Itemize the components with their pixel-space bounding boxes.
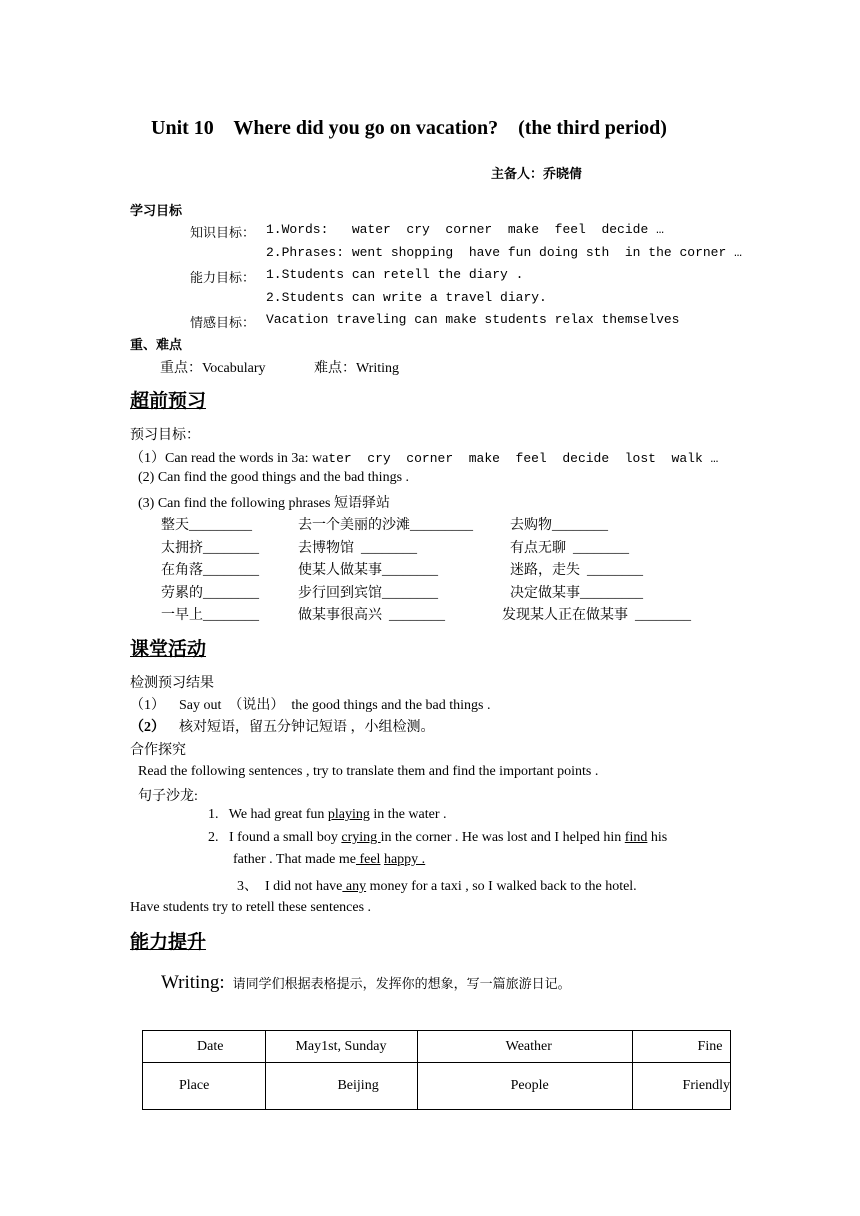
key-label: 重点： — [160, 361, 202, 376]
phrase-blank: 做某事很高兴 ________ — [298, 608, 445, 623]
sentence-2 — [208, 830, 667, 846]
phrase-blank: 步行回到宾馆________ — [298, 586, 438, 601]
instruction: Read the following sentences , try to translate them and find the important points . — [138, 764, 599, 779]
sentence-2-underline-1: crying — [341, 830, 381, 845]
phrase-blank: 决定做某事_________ — [510, 586, 643, 601]
phrase-blank: 迷路，走失 ________ — [510, 563, 643, 578]
preview-item-1 — [130, 447, 718, 467]
table-cell: Fine — [632, 1031, 730, 1063]
ability-item-2: 2.Students can write a travel diary. — [266, 290, 547, 305]
check-item-2-num: （2） — [130, 720, 165, 735]
ability-label: 能力目标： — [190, 271, 256, 286]
table-cell: May1st, Sunday — [266, 1031, 417, 1063]
sentence-3-text-a: I did not have — [265, 879, 343, 894]
knowledge-item-2: 2.Phrases: went shopping have fun doing sth in the corner … — [266, 245, 742, 260]
sentence-2-underline-4: happy . — [383, 852, 426, 867]
check-item-2-text: 核对短语，留五分钟记短语 ，小组检测。 — [179, 720, 435, 735]
sentence-2-text-c: his — [647, 830, 668, 845]
preview-item-2: (2) Can find the good things and the bad things . — [138, 470, 410, 485]
knowledge-label: 知识目标： — [190, 226, 256, 241]
phrase-blank: 使某人做某事________ — [298, 563, 438, 578]
check-label: 检测预习结果 — [130, 676, 214, 691]
phrase-blank: 去购物________ — [510, 518, 608, 533]
table-cell: People — [417, 1063, 632, 1110]
check-item-1 — [130, 694, 490, 714]
ability-item-1: 1.Students can retell the diary . — [266, 267, 524, 282]
diary-info-table — [142, 1030, 731, 1110]
sentence-2-text-a: I found a small boy — [229, 830, 342, 845]
objectives-heading: 学习目标 — [130, 204, 183, 219]
table-cell: Beijing — [266, 1063, 417, 1110]
check-item-1-text: Say out （说出） the good things and the bad things . — [179, 698, 491, 713]
key-value: Vocabulary — [202, 361, 266, 376]
salon-label: 句子沙龙: — [138, 789, 198, 804]
preview-goal-label: 预习目标： — [130, 428, 200, 443]
sentence-3-text-b: money for a taxi , so I walked back to the hotel. — [366, 879, 637, 894]
sentence-1 — [208, 807, 447, 823]
sentence-2-line-2-a: father . That made me — [233, 852, 356, 867]
phrase-blank: 去博物馆 ________ — [298, 541, 417, 556]
writing-label: Writing: — [161, 972, 225, 993]
phrase-blank: 劳累的________ — [161, 586, 259, 601]
knowledge-item-1: 1.Words: water cry corner make feel decide … — [266, 222, 664, 237]
table-cell: Date — [143, 1031, 266, 1063]
sentence-1-underline: playing — [327, 807, 370, 822]
table-cell: Place — [143, 1063, 266, 1110]
sentence-2-underline-2: find — [624, 830, 648, 845]
ability-heading: 能力提升 — [130, 931, 207, 953]
phrase-blank: 整天_________ — [161, 518, 252, 533]
table-cell: Friendly — [632, 1063, 730, 1110]
classroom-heading: 课堂活动 — [130, 638, 207, 660]
retell-note: Have students try to retell these sentences . — [130, 900, 372, 915]
check-item-2 — [130, 716, 435, 736]
page-title: Unit 10 Where did you go on vacation? (the third period) — [151, 117, 667, 139]
phrase-blank: 去一个美丽的沙滩_________ — [298, 518, 473, 533]
phrase-blank: 一早上________ — [161, 608, 259, 623]
table-row — [143, 1031, 731, 1063]
sentence-2-underline-3: feel — [355, 852, 381, 867]
key-points-heading: 重、难点 — [130, 338, 183, 353]
key-point — [160, 357, 266, 377]
sentence-1-text-b: in the water . — [369, 807, 447, 822]
sentence-3-underline: any — [342, 879, 367, 894]
difficult-point — [314, 357, 399, 377]
preview-item-3: (3) Can find the following phrases 短语驿站 — [138, 496, 390, 511]
check-item-1-num: （1） — [130, 698, 165, 713]
emotion-label: 情感目标： — [190, 316, 256, 331]
sentence-2-line-2 — [233, 852, 425, 868]
table-cell: Weather — [417, 1031, 632, 1063]
preview-heading: 超前预习 — [130, 390, 207, 412]
sentence-3 — [237, 875, 637, 895]
preview-item-1-prefix: （1）Can read the words in 3a: wa — [130, 451, 329, 466]
author-line: 主备人：乔晓倩 — [491, 167, 583, 182]
preview-item-1-words: ter cry corner make feel decide lost walk … — [328, 451, 719, 466]
difficult-label: 难点： — [314, 361, 356, 376]
sentence-3-num: 3、 — [237, 879, 258, 894]
emotion-item-1: Vacation traveling can make students relax themselves — [266, 312, 680, 327]
sentence-2-text-b: in the corner . He was lost and I helped hin — [380, 830, 625, 845]
table-row — [143, 1063, 731, 1110]
phrase-blank: 发现某人正在做某事 ________ — [502, 608, 691, 623]
phrase-blank: 在角落________ — [161, 563, 259, 578]
coop-label: 合作探究 — [130, 743, 186, 758]
sentence-2-num: 2. — [208, 830, 219, 845]
phrase-blank: 有点无聊 ________ — [510, 541, 629, 556]
writing-line — [161, 972, 571, 994]
phrase-blank: 太拥挤________ — [161, 541, 259, 556]
writing-prompt: 请同学们根据表格提示，发挥你的想象，写一篇旅游日记。 — [232, 977, 571, 992]
sentence-1-text-a: We had great fun — [228, 807, 328, 822]
difficult-value: Writing — [356, 361, 399, 376]
sentence-1-num: 1. — [208, 807, 219, 822]
